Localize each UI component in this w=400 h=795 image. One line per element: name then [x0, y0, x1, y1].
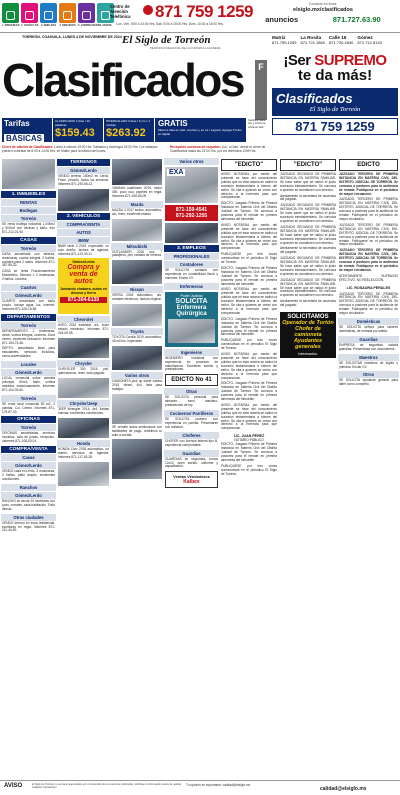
office-item: Matriz 871.759.1259: [272, 35, 297, 45]
whatsapp-number[interactable]: 871.727.63.90: [332, 15, 381, 24]
listing-text: GUARDIAS de seguridad, turnos 12x12, buen sueldo, uniforme y capacitación.: [165, 456, 218, 469]
listing-text: OFICINAS amuebladas, servicios incluidos, sala de juntas, recepción. Informes 871-108-00-01.: [2, 431, 55, 444]
car-photo: [112, 346, 162, 370]
legal-text: PUBLÍQUESE por tres veces consecutivas en el periódico El Siglo de Torreón.: [221, 338, 277, 351]
column-1: [1, 157, 56, 780]
newspaper-subtitle: PERIÓDICO REGIONAL DE LA COMARCA LAGUNERA: [150, 46, 221, 50]
listing-text: AVEO 2016 estándar, a/c, buen estado mecánico. Informes 871-244-09-65.: [58, 323, 109, 336]
listing-text: YAMAHA cuatrimoto 2019, motor 450, poco uso, papeles en regla. Informes 871-326-80-09.: [112, 186, 162, 198]
listing-text: MAZDA 3 2017 sedán, automático, a/c, rines, excelente estado.: [112, 207, 162, 216]
car-photo: [58, 338, 109, 358]
legal-text: JUZGADO TERCERO DE PRIMERA INSTANCIA EN MATERIA CIVIL DEL DISTRITO JUDICIAL DE TORREÓN. Se convoca a postores para la audiencia de remate. Publíquese en el periódico de mayor circulación.: [339, 172, 398, 196]
promo-box: [272, 88, 398, 116]
subsection-header: Casas: [1, 454, 56, 461]
subsection-header: Varios otros: [111, 372, 163, 379]
subsection-header: Honda: [57, 440, 110, 447]
subsection-header: Torreón: [1, 215, 56, 222]
listing-text: CASA se renta Fraccionamiento Montebello, Mónaco 1 3 recámaras, 2 baños, cochera.: [2, 269, 55, 282]
listing-text: VERSA 2018 automático, a/c, cristales eléctricos, factura original.: [112, 293, 162, 302]
listing-text: TOYOTA Corolla 2019, automático, 45 mil km, impecable.: [112, 335, 162, 344]
legal-text: AVISO NOTARIAL por medio del presente se hace del conocimiento público que en esta notaría se radicó la sucesión testamentaria a bienes del señor. Se cita a quienes se crean con derecho a la herencia para que comparezcan.: [221, 172, 277, 200]
category-label: 6. VARIOS: [99, 24, 112, 27]
legal-text: JUZGADO TERCERO DE PRIMERA INSTANCIA EN MATERIA CIVIL DEL DISTRITO JUDICIAL DE TORREÓN. Se convoca a postores para la audiencia de remate. Publíquese en el periódico de mayor circulación.: [339, 248, 398, 272]
car-photo: [58, 189, 109, 211]
legal-text: PUBLÍQUESE por tres veces consecutivas en el periódico El Siglo de Torreón.: [221, 252, 277, 265]
column-3: [111, 157, 163, 780]
legal-text: JUZGADO TERCERO DE PRIMERA INSTANCIA EN MATERIA CIVIL DEL DISTRITO JUDICIAL DE TORREÓN. Se convoca a postores para la audiencia de remate. Publíquese en el periódico de mayor circulación.: [339, 291, 398, 316]
top-bar: [0, 0, 400, 50]
rates-title: Tarifas BÁSICAS: [2, 118, 52, 142]
listing-text: SE SOLICITAN maestros de inglés y primaria. Enviar CV.: [339, 360, 398, 369]
legal-text: EDICTO. Juzgado Primero de Primera Instancia en Materia Civil del Distrito Judicial de Torreón. Se convoca a postores para el remate en primera almoneda del inmueble.: [221, 316, 277, 337]
listing-text: HONDA Civic 2018 automático, un dueño, servicios de agencia. Informes 871-117-45-28.: [58, 446, 109, 459]
subsection-header: Nissan: [111, 286, 163, 293]
subsection-header: COMPRA/VENTA: [57, 221, 110, 228]
car-photo: [112, 439, 162, 479]
listing-text: EMPRESA de seguridad solicita guardias. Presentarse con documentos.: [339, 342, 398, 351]
legal-text: EDICTO. Juzgado Primero de Primera Instancia en Materia Civil del Distrito Judicial de Torreón. Se convoca a postores para el remate en primera almoneda del inmueble.: [221, 442, 277, 462]
legal-text: EDICTO. Juzgado Primero de Primera Instancia en Materia Civil del Distrito Judicial de Torreón. Se convoca a postores para el remate en primera almoneda del inmueble.: [221, 381, 277, 402]
listing-text: SE renta local comercial 80 m2, 2 plantas, Col. Centro. Informes 871-175-87-00.: [2, 401, 55, 414]
legal-text: AVISO NOTARIAL por medio del presente se hace del conocimiento público que en esta notaría se radicó la sucesión testamentaria a bienes del señor. Se cita a quienes se crean con derecho a la herencia para que comparezcan.: [221, 287, 277, 315]
category-vehiculos[interactable]: [21, 3, 38, 23]
subsection-header: Domésticas: [338, 318, 399, 325]
listing-text: SE SOLICITA señora para labores domésticas, de entrada por salida.: [339, 325, 398, 333]
edict-ad: EDICTO: [339, 159, 398, 171]
listing-text: CHRYSLER 300 2015, piel, quemacocos, rines, todo pagado.: [58, 367, 109, 376]
notice-label: AVISO: [4, 783, 23, 789]
category-label: 4. SERVICIOS: [59, 24, 76, 27]
subsection-header: Mazda: [111, 201, 163, 208]
cart-icon: [82, 11, 91, 20]
legal-text: JUZGADO SEGUNDO DE PRIMERA INSTANCIA EN MATERIA FAMILIAR. Se hace saber que se radicó el juicio sucesorio intestamentario. Se convoca a quienes se consideren con derecho.: [280, 203, 336, 223]
rates-note: Cambios hasta hoy y mismo la venta en web: [248, 119, 266, 129]
listing-text: OUTLANDER 2016 suv, 7 pasajeros, piel, cámara de reversa.: [112, 249, 162, 258]
truck-photo: [165, 223, 218, 243]
category-inmuebles[interactable]: [2, 3, 19, 23]
subsection-header: Gómez/Lerdo: [1, 292, 56, 299]
house-icon: [6, 11, 15, 20]
legal-text: JUZGADO SEGUNDO DE PRIMERA INSTANCIA EN MATERIA FAMILIAR. Se hace saber que se radicó el juicio sucesorio intestamentario. Se convoca a quienes se consideren con derecho.: [280, 224, 336, 245]
legal-text: JUZGADO TERCERO DE PRIMERA INSTANCIA EN MATERIA CIVIL DEL DISTRITO JUDICIAL DE TORREÓN. Se convoca a postores para la audiencia de remate. Publíquese en el periódico de mayor circulación.: [339, 222, 398, 247]
subsection-header: Bodegas: [1, 207, 56, 214]
signature-title: NOTARIO PÚBLICO: [234, 438, 264, 443]
classified-columns: [1, 157, 399, 780]
listing-text: SE SOLICITA cocinero con experiencia en parrilla. Presentarse con solicitud.: [165, 417, 218, 429]
category-label: 1. INMUEBLES: [2, 24, 20, 27]
section-header: CASAS: [1, 237, 56, 244]
signature-name: LIC. JUAN PÉREZ: [233, 434, 265, 439]
category-label: 2. VEHÍCULOS: [21, 24, 39, 27]
truck-photo: [112, 394, 162, 424]
subsection-header: Guardias: [338, 336, 399, 343]
phone-icon: [143, 5, 153, 15]
subsection-header: Enfermeras: [164, 283, 219, 290]
subsection-header: Cuartos: [1, 284, 56, 291]
section-folio: F: [255, 60, 267, 120]
listing-text: SE SOLICITA personal para almacén, turno matutino, prestaciones de ley.: [165, 395, 218, 408]
promo-phone[interactable]: 871 759 1259: [272, 118, 398, 135]
section-title: Clasificados: [2, 54, 243, 106]
category-compraventa[interactable]: [78, 3, 95, 23]
subsection-header: PROFESIONALES: [164, 253, 219, 260]
category-labels: [2, 24, 114, 27]
house-photo: [2, 159, 55, 189]
divider: [0, 32, 400, 33]
listing-text: SE SOLICITA ayudante general para taller, turno completo.: [339, 378, 398, 387]
legal-text: JUZGADO TERCERO DE PRIMERA INSTANCIA EN MATERIA CIVIL DEL DISTRITO JUDICIAL DE TORREÓN. Se convoca a postores para la audiencia de remate. Publíquese en el periódico de mayor circulación.: [339, 197, 398, 221]
main-phone[interactable]: 871 759 1259: [155, 2, 253, 21]
contact-title: Contacto en línea:: [308, 2, 338, 6]
rates-banner: [2, 118, 267, 142]
listing-text: DEPTO. amueblado ideal para estudiantes, servicios incluidos, cerca universidades.: [2, 346, 55, 359]
section-header: 1. INMUEBLES: [1, 191, 56, 198]
car-icon: [25, 11, 34, 20]
newspaper-logo: El Siglo de Torreón: [122, 34, 211, 46]
column-5: [220, 157, 278, 780]
listing-text: VENDO terreno en zona residencial, escrituras en regla. Informes 871-211-44-90.: [2, 520, 55, 533]
subsection-header: Gómez/Lerdo: [1, 369, 56, 376]
contact-ad: 871-159-4541 871-292-1255: [165, 205, 218, 221]
signature-name: LIC. ROSAURA PERALES: [346, 285, 391, 290]
category-icons: [2, 3, 114, 23]
car-photo: [112, 260, 162, 284]
office-item: Gómez 871.712.8133: [357, 35, 382, 45]
category-servicios[interactable]: [59, 3, 76, 23]
promo-line-2: te da más!: [297, 67, 373, 84]
bottom-bar: [0, 780, 400, 795]
section-header: TERRENOS: [57, 159, 110, 166]
star-icon: [101, 11, 110, 20]
section-header: DEPARTAMENTOS: [1, 314, 56, 321]
nurse-photo: [168, 319, 215, 343]
subsection-header: Cocineros/ Parrilleros: [164, 410, 219, 417]
subsection-header: Otras: [164, 388, 219, 395]
section-header: 2. VEHÍCULOS: [57, 213, 110, 220]
subsection-header: Guardias: [164, 450, 219, 457]
callcenter-label: Centro de Atención Telefónica: [110, 4, 131, 19]
promo-box-subtitle: El Siglo de Torreón: [309, 106, 361, 113]
promo-box-title: Clasificados: [276, 91, 353, 106]
legal-text: AVISO NOTARIAL por medio del presente se hace del conocimiento público que en esta notaría se radicó la sucesión testamentaria a bienes del señor. Se cita a quienes se crean con derecho a la herencia para que comparezcan.: [221, 402, 277, 431]
feedback-text: Tu opinión es importante: calidad@elsiglo.mx: [186, 783, 251, 787]
legal-text: Atentamente la secretaria de acuerdos del juzgado.: [280, 193, 336, 202]
listing-text: VENDO terreno 160m2 en Lerdo, Fracc. privado, todos los servicios. Informes 871-190-66-12.: [58, 174, 109, 186]
subsection-header: RENTAS: [1, 199, 56, 206]
legal-text: ATENTAMENTE. SUFRAGIO EFECTIVO. NO REELECCIÓN.: [339, 273, 398, 282]
edict-ad: "EDICTO": [221, 159, 277, 171]
listing-text: VENDO casa en Lerdo, 3 recámaras, 2 baños, patio amplio, excelentes condiciones.: [2, 469, 55, 481]
instagram-handle[interactable]: anuncios: [265, 15, 299, 24]
obituary-notice: Recepción nocturna de esquelas: Lun. a Dom. desde el cierre de Clasificados hasta las 22:00 Hrs. por vía telefónica 1259 Hrs.: [170, 145, 266, 153]
subsection-header: Otros: [338, 371, 399, 378]
subsection-header: Varios otros: [164, 158, 219, 165]
subsection-header: Torreón: [1, 245, 56, 252]
office-list: [272, 35, 382, 45]
column-7: [338, 157, 399, 780]
office-item: Calle 15 871.720.2630: [328, 35, 354, 45]
subsection-header: Locales: [1, 361, 56, 368]
subsection-header: Chrysler: [57, 360, 110, 367]
car-photo: [112, 304, 162, 326]
car-photo: [58, 462, 109, 486]
subsection-header: AUTOS: [57, 229, 110, 236]
listing-text: SE SOLICITA contador con experiencia en contabilidad fiscal y nóminas. Enviar CV.: [165, 268, 218, 280]
subsection-header: Chevrolet: [57, 316, 110, 323]
edict-ad: "EDICTO": [280, 159, 336, 171]
listing-text: RANCHO se vende 20 hectáreas con pozo, corrales, casa habitación. Trato directo.: [2, 498, 55, 511]
section-header: OFICINAS: [1, 416, 56, 423]
dealer-logo: EXA: [169, 169, 184, 176]
closing-notice: Cierre de edición de Clasificados: Lunes a viernes 19:00 Hrs. Sábados y domingos 15:00 Hrs. Los sábados pueden contratar de 8:00 a 14:00 Hrs. en Matriz para la edición del lunes.: [2, 145, 158, 153]
rate-intercalado: INTERCALADO 3 días / 6 cm x 1 módulo $263.92: [104, 118, 154, 142]
subsection-header: Torreón: [1, 395, 56, 402]
column-2: [57, 157, 110, 780]
listing-text: SE renta bodega industrial 1,045m2 y 500m2 con oficinas y baño. Info 871-212-01-90.: [2, 222, 55, 234]
website-link[interactable]: elsiglo.mx/clasificados: [293, 7, 353, 13]
section-header: 3. EMPLEOS: [164, 245, 219, 252]
legal-text: AVISO NOTARIAL por medio del presente se hace del conocimiento público que en esta notaría se radicó la sucesión testamentaria a bienes del señor. Se cita a quienes se crean con derecho a la herencia para que comparezcan.: [221, 222, 277, 251]
subsection-header: Ranchos: [1, 484, 56, 491]
listing-text: SE venden autos seminuevos con facilidades de pago, recibimos tu auto a cuenta.: [112, 424, 162, 437]
promo-line-1: ¡Ser SUPREMO: [283, 52, 387, 69]
subsection-header: Mitsubishi: [111, 243, 163, 250]
online-contact: [248, 2, 398, 30]
office-hours: Lun. Vier. 9:00 a 20:00 Hrs. Sáb. 9:00 a 15:00 Hrs. Dom. 10:00 a 15:00 Hrs.: [116, 22, 224, 26]
disclaimer-text: El Siglo de Torreón no se hace responsable por el contenido de los anuncios publicados. Verifique la información antes de realizar cualquier transacción.: [32, 783, 182, 790]
legal-text: Atentamente la secretaria de acuerdos del juzgado.: [280, 246, 336, 255]
rate-clasificado: CLASIFICADO 4 días / 10 palabras $159.43: [53, 118, 103, 142]
legal-text: Atentamente la secretaria de acuerdos del juzgado.: [280, 299, 336, 308]
subsection-header: Torreón: [1, 322, 56, 329]
category-empleos[interactable]: [40, 3, 57, 23]
legal-text: PUBLÍQUESE por tres veces consecutivas en el periódico El Siglo de Torreón.: [221, 463, 277, 476]
legal-text: JUZGADO SEGUNDO DE PRIMERA INSTANCIA EN MATERIA FAMILIAR. Se hace saber que se radicó el juicio sucesorio intestamentario. Se convoca a quienes se consideren con derecho.: [280, 277, 336, 298]
listing-text: JEEP Wrangler 2014, 4x4, llantas nuevas, excelentes condiciones.: [58, 406, 109, 415]
office-item: La Rosita 871.721.1860: [300, 35, 325, 45]
atv-photo: [112, 159, 162, 185]
scrap-buyer-ad: Gómez/Lerdo Compra y venta de autos Juntando chatarra, autos en desuso y fierro 871-304-6139: [58, 258, 109, 314]
subsection-header: BMW: [57, 237, 110, 244]
listing-text: CASA amueblada con alberca, recámaras, cocina integral, 2 baños, cochera para 2 autos. Informes 871-367-85-32.: [2, 251, 55, 268]
listing-text: CHOFER con licencia federal tipo B, experiencia comprobable.: [165, 438, 218, 447]
briefcase-icon: [44, 11, 53, 20]
quality-email[interactable]: calidad@elsiglo.mx: [320, 786, 367, 792]
legal-text: AVISO NOTARIAL por medio del presente se hace del conocimiento público que en esta notaría se radicó la sucesión testamentaria a bienes del señor. Se cita a quienes se crean con derecho a la herencia para que comparezcan.: [221, 352, 277, 380]
category-label: 5. COMPRA/VENTA: [78, 24, 101, 27]
subsection-header: Gómez/Lerdo: [1, 462, 56, 469]
listing-text: CUARTO amueblado con baño propio. Incluye agua, luz, internet. Informes 871-106-16-98.: [2, 299, 55, 311]
subsection-header: Toyota: [111, 328, 163, 335]
promo-banner: [272, 52, 398, 152]
listing-text: BMW serie 3 2019, impecable, un solo dueño, factura de agencia. Informes 871-122-30-11.: [58, 243, 109, 256]
listing-text: INGENIERO industrial con experiencia en procesos de manufactura. Excelente sueldo y prestaciones.: [165, 355, 218, 372]
nurse-job-ad: Poder Judicial SOLICITA Enfermera Quirúrgica: [165, 292, 218, 347]
legal-text: EDICTO. Juzgado Primero de Primera Instancia en Materia Civil del Distrito Judicial de Torreón. Se convoca a postores para el remate en primera almoneda del inmueble.: [221, 265, 277, 286]
truck-photo: [165, 167, 218, 203]
subsection-header: Ingenieros: [164, 349, 219, 356]
subsection-header: Gómez/Lerdo: [1, 492, 56, 499]
wrench-icon: [63, 11, 72, 20]
subsection-header: Torreón: [1, 424, 56, 431]
legal-text: JUZGADO SEGUNDO DE PRIMERA INSTANCIA EN MATERIA FAMILIAR. Se hace saber que se radicó el juicio sucesorio intestamentario. Se convoca a quienes se consideren con derecho.: [280, 172, 336, 192]
rate-gratis: GRATIS Mismos días en web, impreso y en La i Laguna. Agrega 5 fotos en digital: [155, 118, 246, 142]
edict-ad: EDICTO No 41: [165, 374, 218, 386]
listing-text: LOCAL comercial sobre avenida principal, 60m2, baño, cortina metálica, estacionamiento. Informes 871-104-03-60.: [2, 376, 55, 392]
car-photo: [58, 418, 109, 438]
subsection-header: Maestros: [338, 354, 399, 361]
subsection-header: Otras ciudades: [1, 514, 56, 521]
sales-job-ad: Ventas Vendedores Kaibex: [165, 471, 218, 488]
section-header: COMPRA/VENTA: [1, 446, 56, 453]
column-6: [279, 157, 337, 780]
dateline: TORREÓN, COAHUILA, LUNES 4 DE NOVIEMBRE DE 2024: [22, 35, 122, 39]
column-4: [164, 157, 219, 780]
subsection-header: Choferes: [164, 432, 219, 439]
car-photo: [112, 219, 162, 241]
drivers-wanted-ad: SOLICITAMOS Operador de Tortón Chofer de camioneta Ayudantes generales Interesados:: [280, 312, 336, 358]
car-photo: [58, 378, 109, 398]
subsection-header: Contadores: [164, 261, 219, 268]
listing-text: DEPARTAMENTO 2 recámaras, clima, cocina integral, cochera. Zona centro, excelente ubicación. Informes 871-154-73-48.: [2, 328, 55, 345]
listing-text: CAMIONETA pick up doble cabina 2015, diésel, 4x4, lista para trabajar.: [112, 378, 162, 391]
subsection-header: Chrysler/Jeep: [57, 400, 110, 407]
legal-text: JUZGADO SEGUNDO DE PRIMERA INSTANCIA EN MATERIA FAMILIAR. Se hace saber que se radicó el juicio sucesorio intestamentario. Se convoca a quienes se consideren con derecho.: [280, 256, 336, 276]
category-label: 3. EMPLEOS: [40, 24, 56, 27]
legal-text: EDICTO. Juzgado Primero de Primera Instancia en Materia Civil del Distrito Judicial de Torreón. Se convoca a postores para el remate en primera almoneda del inmueble.: [221, 201, 277, 221]
subsection-header: Gómez/Lerdo: [57, 167, 110, 174]
